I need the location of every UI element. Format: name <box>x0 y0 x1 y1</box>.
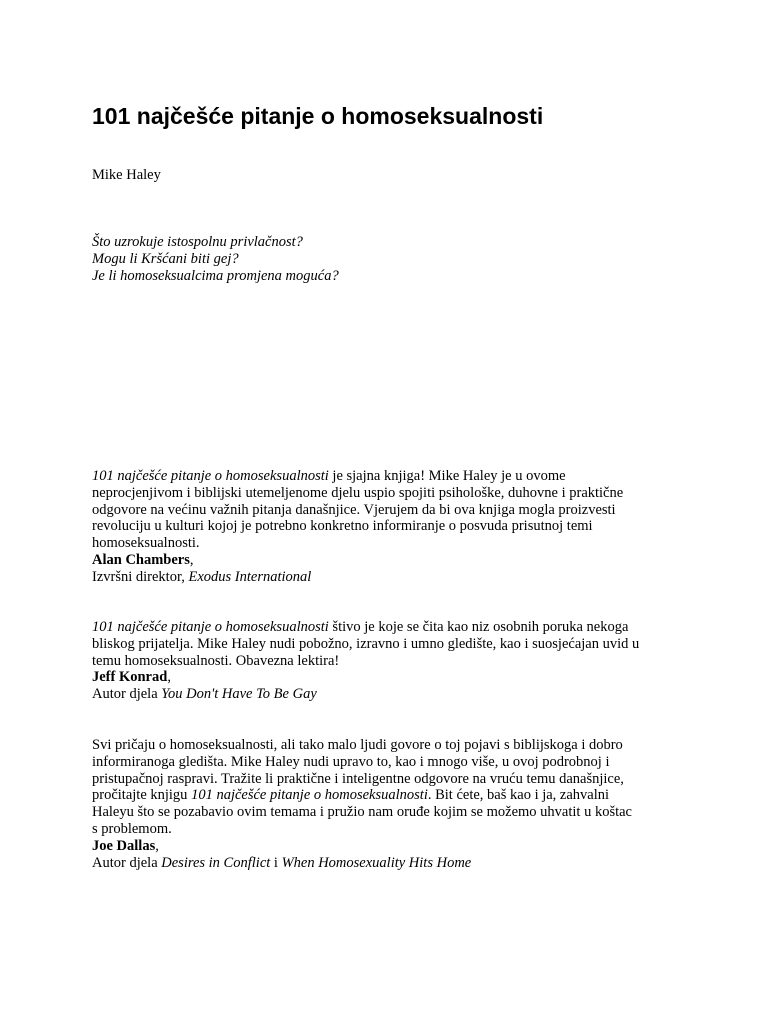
endorsement-text-line: revoluciju u kulturi kojoj je potrebno konkretno informiranje o posvuda prisutnoj temi <box>92 518 593 535</box>
endorser-book-title: Desires in Conflict <box>161 854 271 871</box>
book-title-reference: 101 najčešće pitanje o homoseksualnosti <box>92 468 329 484</box>
endorsement-jeff-konrad <box>92 619 692 703</box>
endorsement-text-line: homoseksualnosti. <box>92 535 200 552</box>
endorsement-text-line: s problemom. <box>92 820 172 837</box>
endorser-name-suffix: , <box>167 669 171 686</box>
endorsement-text-line <box>92 619 692 636</box>
endorser-role-line <box>92 569 692 586</box>
endorsement-alan-chambers <box>92 468 692 586</box>
endorser-name: Jeff Konrad <box>92 669 168 686</box>
endorser-organization: Exodus International <box>188 568 312 585</box>
endorsement-text: . Bit ćete, baš kao i ja, zahvalni <box>427 787 610 804</box>
author-name: Mike Haley <box>92 167 161 183</box>
question-item: Mogu li Kršćani biti gej? <box>92 251 239 267</box>
endorsement-text-line: pristupačnoj raspravi. Tražite li praktične i inteligentne odgovore na vruću temu današnjice, <box>92 770 624 787</box>
endorsement-text-line: informiranoga gledišta. Mike Haley nudi upravo to, kao i mnogo više, u ovoj podrobnoj i <box>92 753 610 770</box>
endorser-name-line <box>92 669 692 686</box>
endorsement-text-line: bliskog prijatelja. Mike Haley nudi pobožno, izravno i umno gledište, kao i suosjećajan uvid u <box>92 635 640 652</box>
book-title-reference: 101 najčešće pitanje o homoseksualnosti <box>191 787 428 804</box>
endorser-book-title: When Homosexuality Hits Home <box>281 854 472 871</box>
endorser-name-line <box>92 838 692 855</box>
endorsement-text-line: odgovore na većinu važnih pitanja današnjice. Vjerujem da bi ova knjiga mogla proizvesti <box>92 501 616 518</box>
endorser-name-line <box>92 552 692 569</box>
book-title-reference: 101 najčešće pitanje o homoseksualnosti <box>92 619 329 635</box>
question-item: Što uzrokuje istospolnu privlačnost? <box>92 234 303 250</box>
endorser-role-line <box>92 686 692 703</box>
endorsement-text: pročitajte knjigu <box>92 787 192 804</box>
endorsement-text-line: Haleyu što se pozabavio ovim temama i pružio nam oruđe kojim se možemo uhvatit u koštac <box>92 804 632 821</box>
endorser-name: Alan Chambers <box>92 551 190 568</box>
endorsement-text-line: Svi pričaju o homoseksualnosti, ali tako malo ljudi govore o toj pojavi s biblijskoga i dobro <box>92 737 623 753</box>
question-item: Je li homoseksualcima promjena moguća? <box>92 268 339 284</box>
endorsement-text: štivo je koje se čita kao niz osobnih poruka nekoga <box>328 619 629 635</box>
endorser-role: Autor djela <box>92 686 162 703</box>
endorser-role: Izvršni direktor, <box>92 568 189 585</box>
endorser-name-suffix: , <box>155 837 159 854</box>
endorser-role-conjunction: i <box>270 854 282 871</box>
endorsement-text: je sjajna knjiga! Mike Haley je u ovome <box>328 468 566 484</box>
endorser-role-line <box>92 855 692 872</box>
endorsement-text-line <box>92 468 692 485</box>
endorsement-text-line <box>92 787 692 804</box>
endorser-book-title: You Don't Have To Be Gay <box>161 686 317 703</box>
endorsement-text-line: temu homoseksualnosti. Obavezna lektira! <box>92 652 340 669</box>
endorser-name: Joe Dallas <box>92 837 156 854</box>
endorsement-text-line: neprocjenjivom i biblijski utemeljenome djelu uspio spojiti psihološke, duhovne i praktične <box>92 484 624 501</box>
endorser-role: Autor djela <box>92 854 162 871</box>
endorsement-joe-dallas <box>92 737 692 871</box>
endorser-name-suffix: , <box>189 551 194 568</box>
document-title: 101 najčešće pitanje o homoseksualnosti <box>92 103 544 129</box>
question-list <box>92 234 339 285</box>
